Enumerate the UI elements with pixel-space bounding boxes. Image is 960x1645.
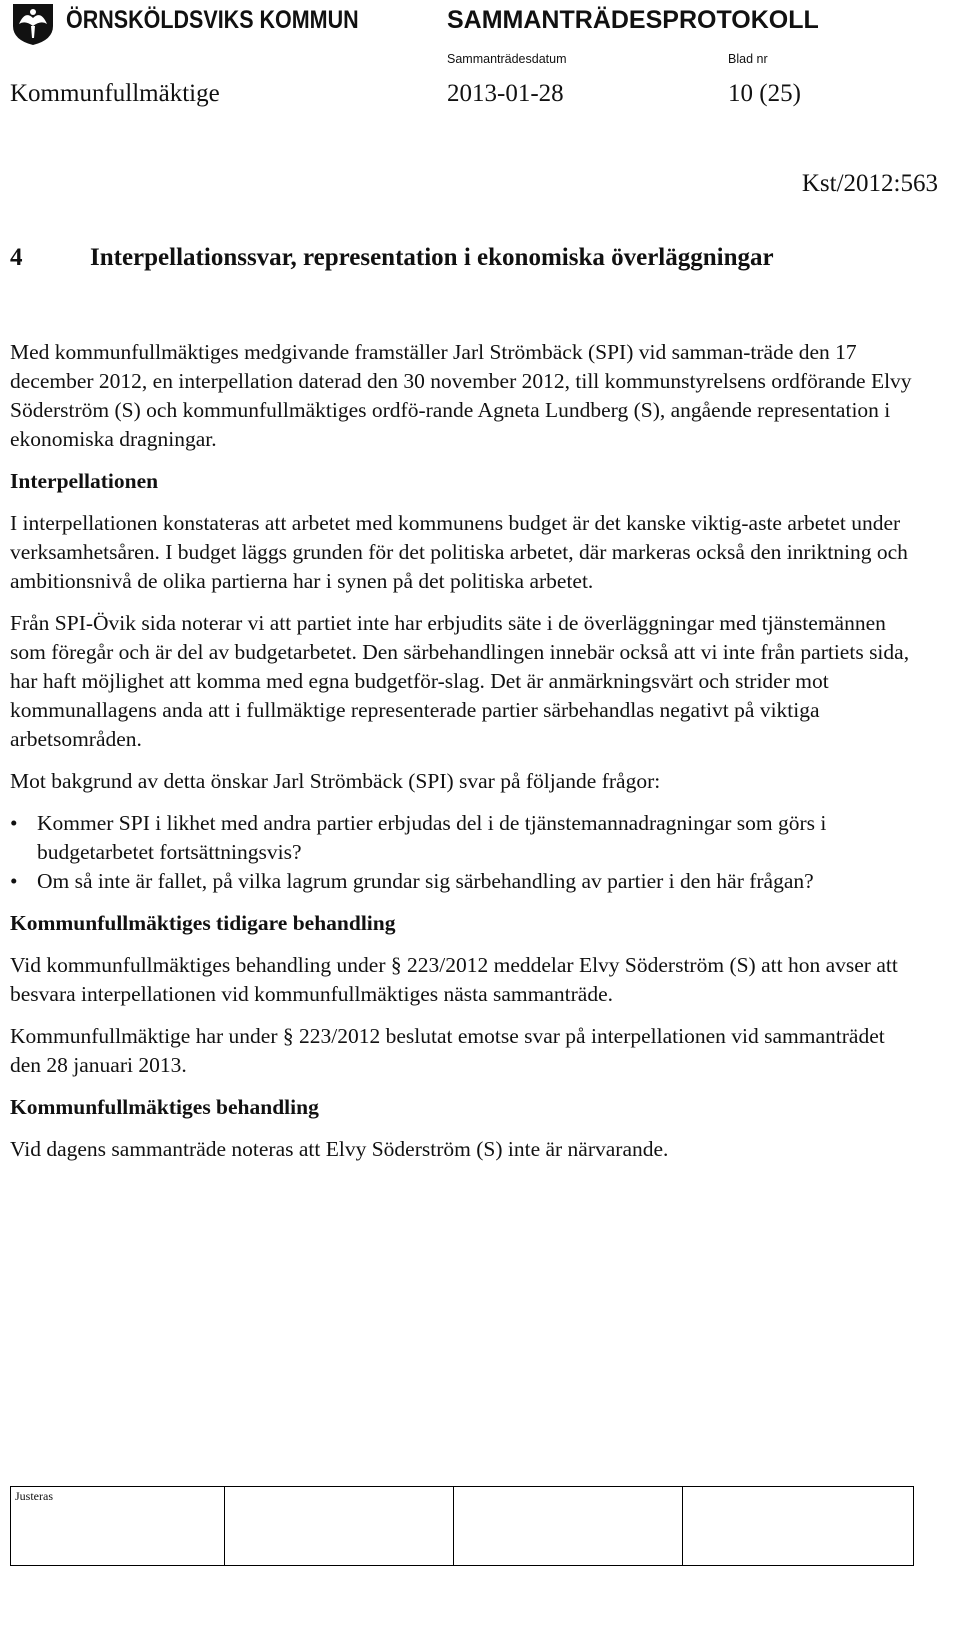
meeting-date: 2013-01-28 xyxy=(447,80,564,107)
bullet-icon: • xyxy=(10,811,18,835)
questions-intro: Mot bakgrund av detta önskar Jarl Strömbäck (SPI) svar på följande frågor: xyxy=(10,769,661,793)
bullet-icon: • xyxy=(10,869,18,893)
page-label: Blad nr xyxy=(728,52,768,66)
question-text: Om så inte är fallet, på vilka lagrum grundar sig särbehandling av partier i den här frågan? xyxy=(37,869,814,893)
document-type: SAMMANTRÄDESPROTOKOLL xyxy=(447,6,819,34)
page-number: 10 (25) xyxy=(728,80,801,107)
interpellation-paragraph-1: I interpellationen konstateras att arbetet med kommunens budget är det kanske viktig-aste arbetet under verksamhetsåren. I budget läggs grunden för det politiska arbetet, där markeras också den inriktning och ambitionsnivå de olika partierna har i synen på det politiska arbetet. xyxy=(10,511,908,593)
previous-handling-heading: Kommunfullmäktiges tidigare behandling xyxy=(10,911,396,935)
signature-table xyxy=(10,1486,914,1566)
document-body xyxy=(10,338,920,1164)
justeras-label: Justeras xyxy=(15,1489,53,1503)
signature-cell xyxy=(683,1487,914,1566)
section-title: Interpellationssvar, representation i ekonomiska överläggningar xyxy=(90,244,774,271)
intro-paragraph: Med kommunfullmäktiges medgivande framställer Jarl Strömbäck (SPI) vid samman-träde den 17 december 2012, en interpellation daterad den 30 november 2012, till kommunstyrelsens ordförande Elvy Söderström (S) och kommunfullmäktiges ordfö-rande Agneta Lundberg (S), angående representation i ekonomiska dragningar. xyxy=(10,340,912,451)
body-name: Kommunfullmäktige xyxy=(10,80,220,107)
date-label: Sammanträdesdatum xyxy=(447,52,567,66)
list-item xyxy=(10,867,920,896)
questions-list xyxy=(10,809,920,896)
interpellation-paragraph-2: Från SPI-Övik sida noterar vi att partiet inte har erbjudits säte i de överläggningar med tjänstemännen som föregår och är del av budgetarbetet. Den särbehandlingen innebär också att vi inte från partiets sida, har haft möjlighet att komma med egna budgetför-slag. Det är anmärkningsvärt och strider mot kommunallagens anda att i fullmäktige representerade partier särbehandlas negativt på viktiga arbetsområden. xyxy=(10,611,910,751)
list-item xyxy=(10,809,920,867)
previous-handling-paragraph-2: Kommunfullmäktige har under § 223/2012 beslutat emotse svar på interpellationen vid sammanträdet den 28 januari 2013. xyxy=(10,1024,885,1077)
case-number: Kst/2012:563 xyxy=(801,170,938,197)
current-handling-paragraph: Vid dagens sammanträde noteras att Elvy Söderström (S) inte är närvarande. xyxy=(10,1137,669,1161)
interpellation-heading: Interpellationen xyxy=(10,469,159,493)
organization-name: ÖRNSKÖLDSVIKS KOMMUN xyxy=(66,6,359,34)
current-handling-heading: Kommunfullmäktiges behandling xyxy=(10,1095,319,1119)
section-number: 4 xyxy=(10,244,23,271)
previous-handling-paragraph-1: Vid kommunfullmäktiges behandling under § 223/2012 meddelar Elvy Söderström (S) att hon avser att besvara interpellationen vid kommunfullmäktiges nästa sammanträde. xyxy=(10,953,898,1006)
justeras-cell xyxy=(11,1487,225,1566)
crest-icon xyxy=(10,2,56,46)
question-text: Kommer SPI i likhet med andra partier erbjudas del i de tjänstemannadragningar som görs i budgetarbetet fortsättningsvis? xyxy=(37,811,827,864)
signature-cell xyxy=(225,1487,454,1566)
signature-cell xyxy=(454,1487,683,1566)
section-heading xyxy=(10,244,774,272)
